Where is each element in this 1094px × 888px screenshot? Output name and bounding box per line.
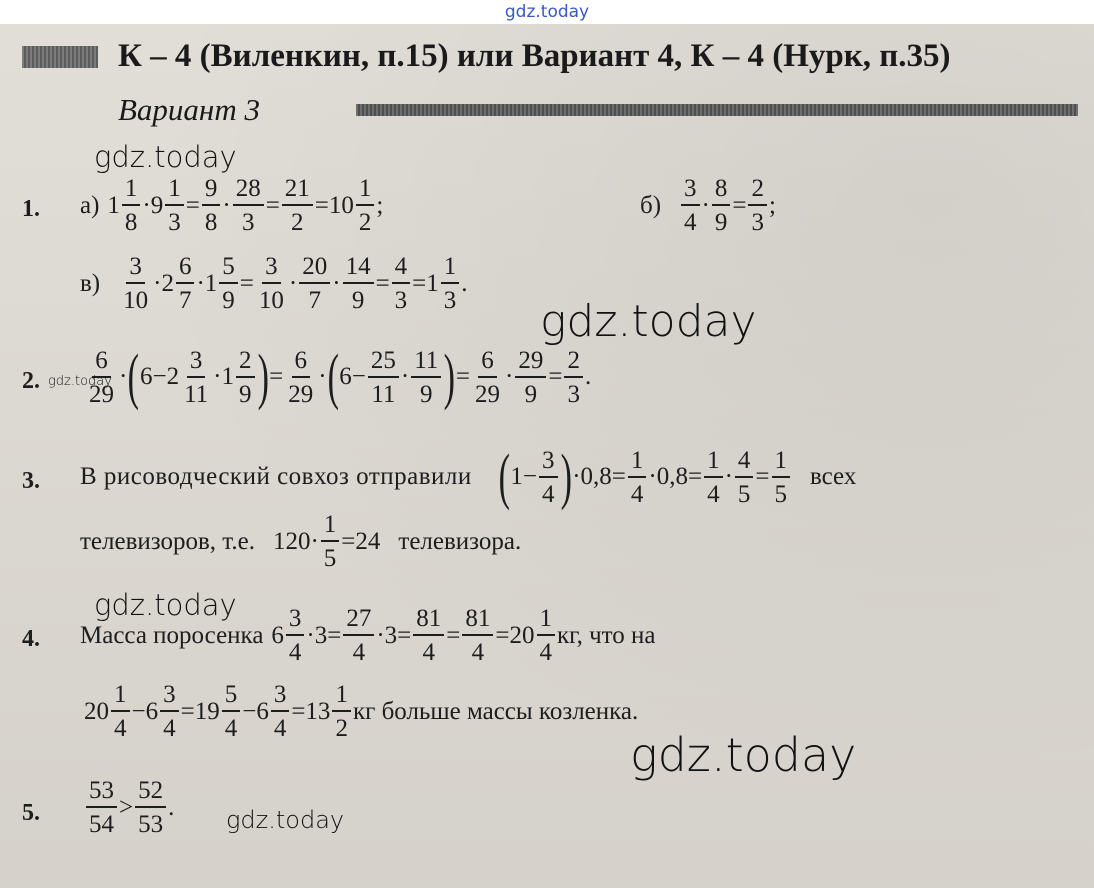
task-1b-equation: б) $\frac{3}{4}$ · $\frac{8}{9}$ = $\frac{2}{3}$ ; [640,175,776,236]
header-bar-decoration [22,46,98,68]
task-4-line-2: 20 $\frac{1}{4}$ −6 $\frac{3}{4}$ =19 $\frac{5}{4}$ −6 $\frac{3}{4}$ =13 $\frac{1}{2}$ кг больше массы козленка. [84,681,639,742]
task-1v-equation: в) $\frac{3}{10}$ ·2 $\frac{6}{7}$ ·1 $\frac{5}{9}$ = $\frac{3}{10}$ · $\frac{20}{7}$ · $\frac{14}{9}$ = $\frac{4}{3}$ =1 $\frac{1}{3}$ . [80,253,468,314]
fraction: $\frac{21}{2}$ [282,176,313,235]
task-1a-label: а) [80,191,100,219]
watermark: gdz.today [48,374,112,389]
fraction: $\frac{9}{8}$ [202,176,221,235]
task-1a-equation: а) 1 $\frac{1}{8}$ ·9 $\frac{1}{3}$ = $\frac{9}{8}$ · $\frac{28}{3}$ = $\frac{21}{2}$ =10 $\frac{1}{2}$ ; [80,175,384,236]
watermark: gdz.today [94,140,237,174]
task-3-text-3: телевизоров, т.е. [80,527,255,555]
watermark: gdz.today [630,728,857,782]
task-4-text-1: Масса поросенка [80,621,264,649]
variant-rule-decoration [356,104,1078,116]
task-3-text-4: телевизора. [398,527,522,555]
task-4-text-2: кг, что на [557,621,656,649]
task-3-text-1: В рисоводческий совхоз отправили [80,463,472,490]
task-5-inequality: $\frac{53}{54}$ > $\frac{52}{53}$ . [84,778,174,837]
task-2-equation: $\frac{6}{29}$ · ( 6−2 $\frac{3}{11}$ ·1 $\frac{2}{9}$ ) = $\frac{6}{29}$ · ( 6− $\frac{25}{11}$ · $\frac{11}{9}$ ) = $\frac{6}{29}$ · $\frac{29}{9}$ = $\frac{2}{3}$ . [89,343,592,411]
watermark: gdz.today [226,806,345,834]
task-3-line-2: телевизоров, т.е. 120· $\frac{1}{5}$ =24 телевизора. [80,511,522,572]
task-4-line-1: Масса поросенка 6 $\frac{3}{4}$ ·3= $\frac{27}{4}$ ·3= $\frac{81}{4}$ = $\frac{81}{4}$ =20 $\frac{1}{4}$ кг, что на [80,605,656,666]
task-3-line-1: В рисоводческий совхоз отправили ( 1− $\frac{3}{4}$ ) ·0,8= $\frac{1}{4}$ ·0,8= $\frac{1}{4}$ · $\frac{4}{5}$ = $\frac{1}{5}$ всех [80,443,857,511]
task-1-number: 1. [22,196,40,222]
task-1b-label: б) [640,191,662,219]
task-1v-label: в) [80,269,101,297]
task-3-number: 3. [22,468,40,494]
task-4-text-3: кг больше массы козленка. [352,697,639,725]
variant-heading: Вариант 3 [118,92,260,127]
fraction: $\frac{1}{2}$ [356,176,375,235]
top-watermark: gdz.today [504,2,590,22]
watermark: gdz.today [94,588,237,622]
fraction: $\frac{28}{3}$ [233,176,264,235]
task-2-number: 2. [22,368,40,394]
fraction: $\frac{1}{8}$ [122,176,141,235]
fraction: $\frac{1}{3}$ [165,176,184,235]
watermark: gdz.today [540,296,757,347]
page-title: К – 4 (Виленкин, п.15) или Вариант 4, К – 4 (Нурк, п.35) [118,38,951,74]
task-3-text-2: всех [810,463,857,490]
task-5-number: 5. [22,800,40,826]
task-4-number: 4. [22,626,40,652]
